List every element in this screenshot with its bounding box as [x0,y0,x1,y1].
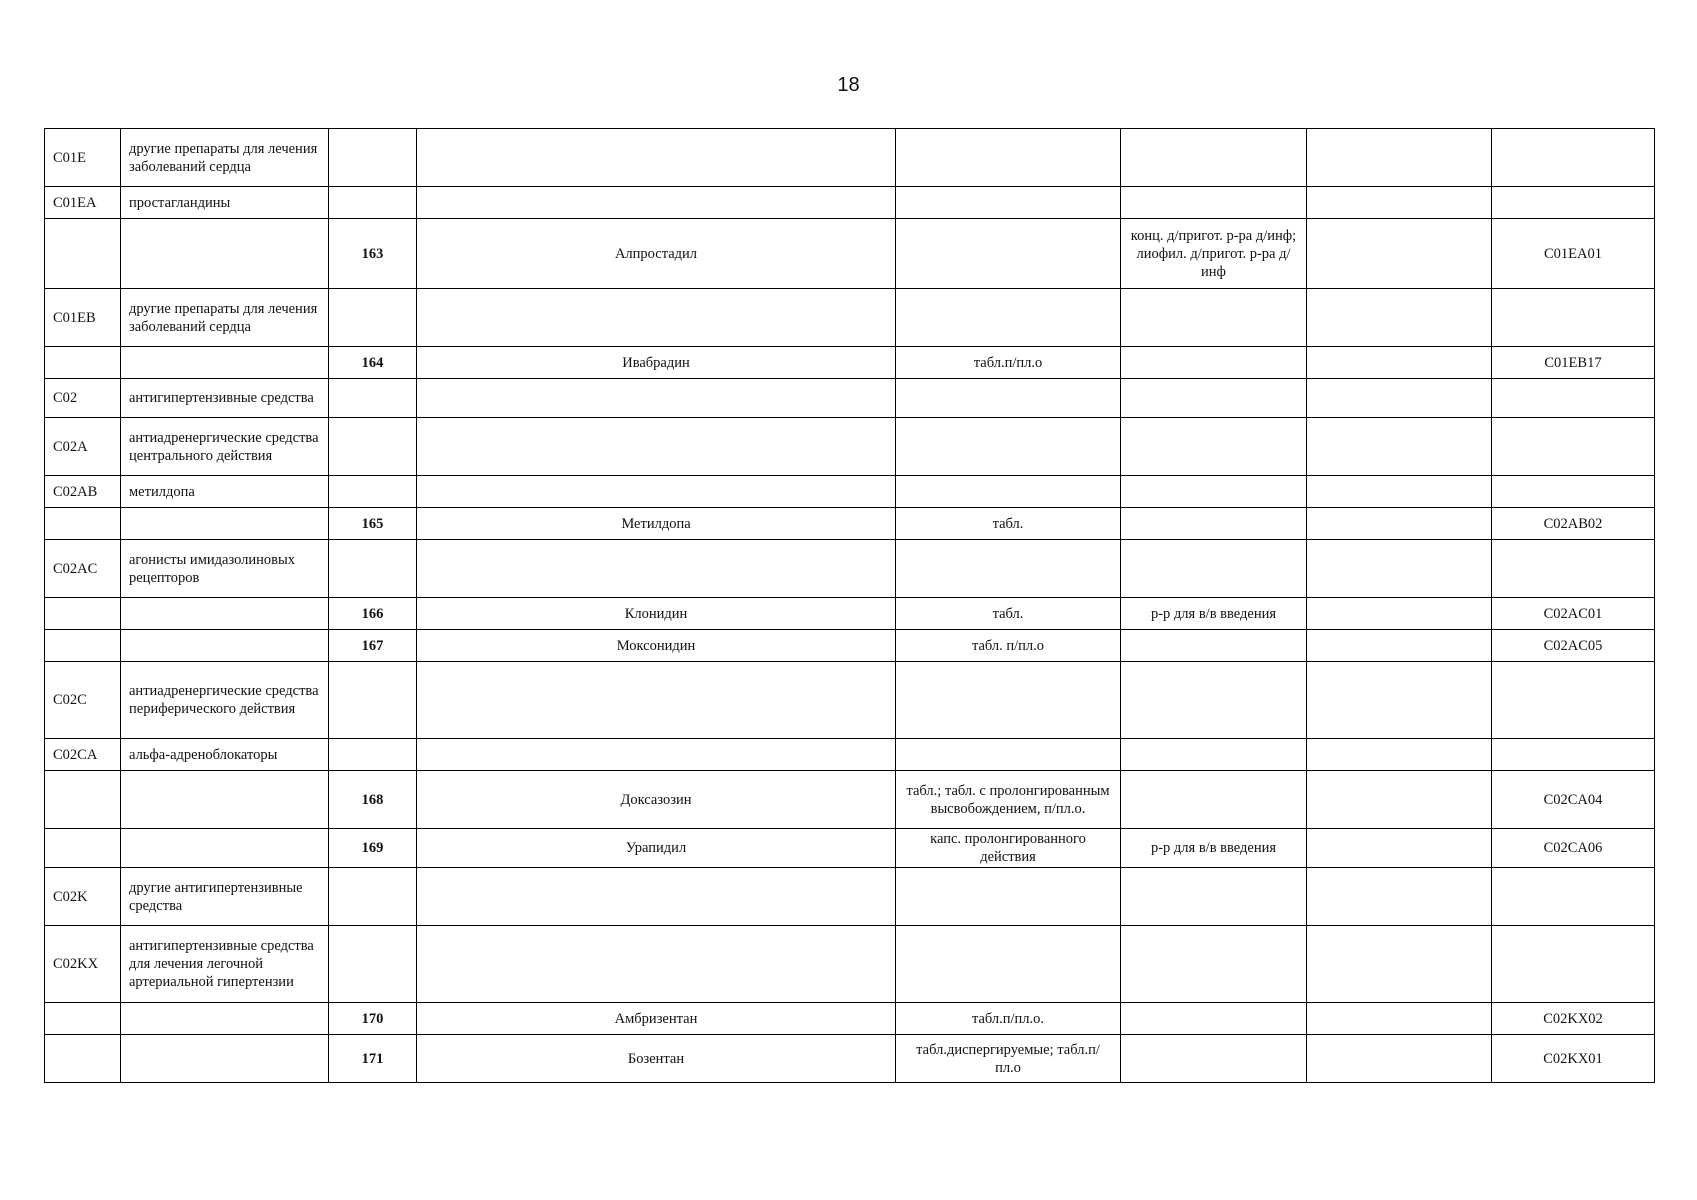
atc-group-code [45,829,121,868]
drug-name [417,476,896,508]
atc-group-name: другие препараты для лечения заболеваний сердца [121,289,329,347]
table-row [45,540,1655,598]
table-row [45,662,1655,739]
extra-column [1307,418,1492,476]
atc-group-code: C02 [45,379,121,418]
atc-group-name [121,771,329,829]
drug-name: Алпростадил [417,219,896,289]
drug-name [417,739,896,771]
table-row [45,129,1655,187]
atc-group-name: метилдопа [121,476,329,508]
atc-drug-code [1492,289,1655,347]
dosage-form-injection [1121,418,1307,476]
extra-column [1307,598,1492,630]
extra-column [1307,187,1492,219]
dosage-form [896,662,1121,739]
extra-column [1307,829,1492,868]
atc-drug-code [1492,379,1655,418]
dosage-form-injection [1121,1035,1307,1083]
drug-table [44,128,1655,1083]
table-row [45,1035,1655,1083]
atc-group-name: другие антигипертензивные средства [121,868,329,926]
extra-column [1307,739,1492,771]
extra-column [1307,926,1492,1003]
drug-number [329,739,417,771]
drug-number: 163 [329,219,417,289]
table-row [45,418,1655,476]
extra-column [1307,1003,1492,1035]
drug-name [417,289,896,347]
extra-column [1307,347,1492,379]
atc-group-code: C01EA [45,187,121,219]
extra-column [1307,129,1492,187]
atc-group-code: C02AC [45,540,121,598]
dosage-form-injection: р-р для в/в введения [1121,829,1307,868]
atc-drug-code [1492,739,1655,771]
drug-number [329,926,417,1003]
drug-name [417,868,896,926]
dosage-form [896,739,1121,771]
atc-group-name [121,1035,329,1083]
extra-column [1307,662,1492,739]
atc-drug-code [1492,187,1655,219]
atc-group-name: антигипертензивные средства [121,379,329,418]
extra-column [1307,540,1492,598]
drug-number [329,418,417,476]
drug-number [329,540,417,598]
atc-drug-code: C02CA04 [1492,771,1655,829]
dosage-form-injection [1121,662,1307,739]
extra-column [1307,289,1492,347]
dosage-form [896,187,1121,219]
atc-drug-code: C02KX02 [1492,1003,1655,1035]
drug-number: 167 [329,630,417,662]
atc-group-code: C02C [45,662,121,739]
dosage-form-injection [1121,187,1307,219]
extra-column [1307,508,1492,540]
atc-group-name: антиадренергические средства центрального действия [121,418,329,476]
atc-drug-code: C02KX01 [1492,1035,1655,1083]
table-row [45,598,1655,630]
extra-column [1307,219,1492,289]
dosage-form: капс. пролонгированного действия [896,829,1121,868]
atc-drug-code [1492,662,1655,739]
atc-drug-code [1492,129,1655,187]
atc-group-name: альфа-адреноблокаторы [121,739,329,771]
atc-drug-code: C02CA06 [1492,829,1655,868]
atc-group-name [121,598,329,630]
table-row [45,829,1655,868]
drug-number: 170 [329,1003,417,1035]
atc-drug-code [1492,418,1655,476]
drug-name [417,418,896,476]
dosage-form-injection [1121,739,1307,771]
dosage-form-injection: р-р для в/в введения [1121,598,1307,630]
drug-number [329,662,417,739]
atc-group-code [45,347,121,379]
drug-number [329,187,417,219]
dosage-form-injection [1121,476,1307,508]
drug-name [417,379,896,418]
table-row [45,379,1655,418]
atc-group-code [45,1035,121,1083]
table-row [45,771,1655,829]
table-row [45,868,1655,926]
drug-name [417,129,896,187]
atc-group-code: C02AB [45,476,121,508]
drug-name [417,662,896,739]
atc-group-code [45,1003,121,1035]
dosage-form-injection [1121,289,1307,347]
drug-number: 169 [329,829,417,868]
atc-drug-code: C02AC01 [1492,598,1655,630]
drug-name: Бозентан [417,1035,896,1083]
atc-group-code: C02CA [45,739,121,771]
table-row [45,347,1655,379]
drug-number [329,476,417,508]
dosage-form [896,926,1121,1003]
table-body [45,129,1655,1083]
dosage-form-injection [1121,379,1307,418]
atc-drug-code [1492,540,1655,598]
dosage-form [896,868,1121,926]
drug-name: Амбризентан [417,1003,896,1035]
table-row [45,508,1655,540]
dosage-form-injection: конц. д/пригот. р-ра д/инф; лиофил. д/пригот. р-ра д/инф [1121,219,1307,289]
table-row [45,926,1655,1003]
dosage-form: табл. п/пл.о [896,630,1121,662]
dosage-form: табл.диспергируемые; табл.п/пл.о [896,1035,1121,1083]
extra-column [1307,771,1492,829]
dosage-form-injection [1121,630,1307,662]
drug-name: Урапидил [417,829,896,868]
atc-group-name [121,219,329,289]
atc-group-name: другие препараты для лечения заболеваний сердца [121,129,329,187]
dosage-form-injection [1121,508,1307,540]
atc-group-name: агонисты имидазолиновых рецепторов [121,540,329,598]
dosage-form: табл. [896,598,1121,630]
dosage-form-injection [1121,868,1307,926]
extra-column [1307,476,1492,508]
dosage-form-injection [1121,1003,1307,1035]
extra-column [1307,1035,1492,1083]
atc-group-name [121,829,329,868]
dosage-form-injection [1121,926,1307,1003]
dosage-form-injection [1121,129,1307,187]
atc-group-name [121,1003,329,1035]
atc-group-name [121,630,329,662]
drug-name: Метилдопа [417,508,896,540]
dosage-form [896,129,1121,187]
atc-group-code [45,771,121,829]
table-row [45,187,1655,219]
atc-drug-code: C01EA01 [1492,219,1655,289]
drug-number: 168 [329,771,417,829]
drug-number: 165 [329,508,417,540]
drug-number [329,868,417,926]
table-row [45,1003,1655,1035]
atc-drug-code [1492,926,1655,1003]
drug-number [329,379,417,418]
drug-number: 164 [329,347,417,379]
drug-number [329,129,417,187]
dosage-form [896,289,1121,347]
dosage-form [896,379,1121,418]
atc-drug-code [1492,868,1655,926]
drug-name: Доксазозин [417,771,896,829]
atc-group-code: C01E [45,129,121,187]
extra-column [1307,630,1492,662]
drug-name: Ивабрадин [417,347,896,379]
table-row [45,476,1655,508]
atc-group-name [121,508,329,540]
dosage-form: табл.п/пл.о [896,347,1121,379]
drug-name: Клонидин [417,598,896,630]
extra-column [1307,868,1492,926]
dosage-form: табл.; табл. с пролонгированным высвобождением, п/пл.о. [896,771,1121,829]
drug-name: Моксонидин [417,630,896,662]
dosage-form-injection [1121,540,1307,598]
drug-name [417,926,896,1003]
drug-name [417,540,896,598]
atc-group-code: C02A [45,418,121,476]
drug-number [329,289,417,347]
atc-group-code [45,598,121,630]
atc-drug-code: C01EB17 [1492,347,1655,379]
drug-number: 171 [329,1035,417,1083]
page-number: 18 [837,74,860,96]
dosage-form-injection [1121,771,1307,829]
dosage-form [896,476,1121,508]
table-row [45,289,1655,347]
table-row [45,219,1655,289]
dosage-form [896,219,1121,289]
dosage-form: табл.п/пл.о. [896,1003,1121,1035]
table-row [45,739,1655,771]
atc-group-code: C01EB [45,289,121,347]
atc-group-name: антигипертензивные средства для лечения легочной артериальной гипертензии [121,926,329,1003]
atc-group-code [45,630,121,662]
dosage-form [896,540,1121,598]
table-row [45,630,1655,662]
atc-group-code: C02KX [45,926,121,1003]
drug-name [417,187,896,219]
dosage-form [896,418,1121,476]
atc-group-name [121,347,329,379]
drug-number: 166 [329,598,417,630]
atc-group-code [45,508,121,540]
atc-drug-code: C02AC05 [1492,630,1655,662]
atc-drug-code: C02AB02 [1492,508,1655,540]
atc-group-code: C02K [45,868,121,926]
dosage-form: табл. [896,508,1121,540]
atc-group-name: антиадренергические средства периферического действия [121,662,329,739]
extra-column [1307,379,1492,418]
atc-group-name: простагландины [121,187,329,219]
atc-group-code [45,219,121,289]
atc-drug-code [1492,476,1655,508]
dosage-form-injection [1121,347,1307,379]
